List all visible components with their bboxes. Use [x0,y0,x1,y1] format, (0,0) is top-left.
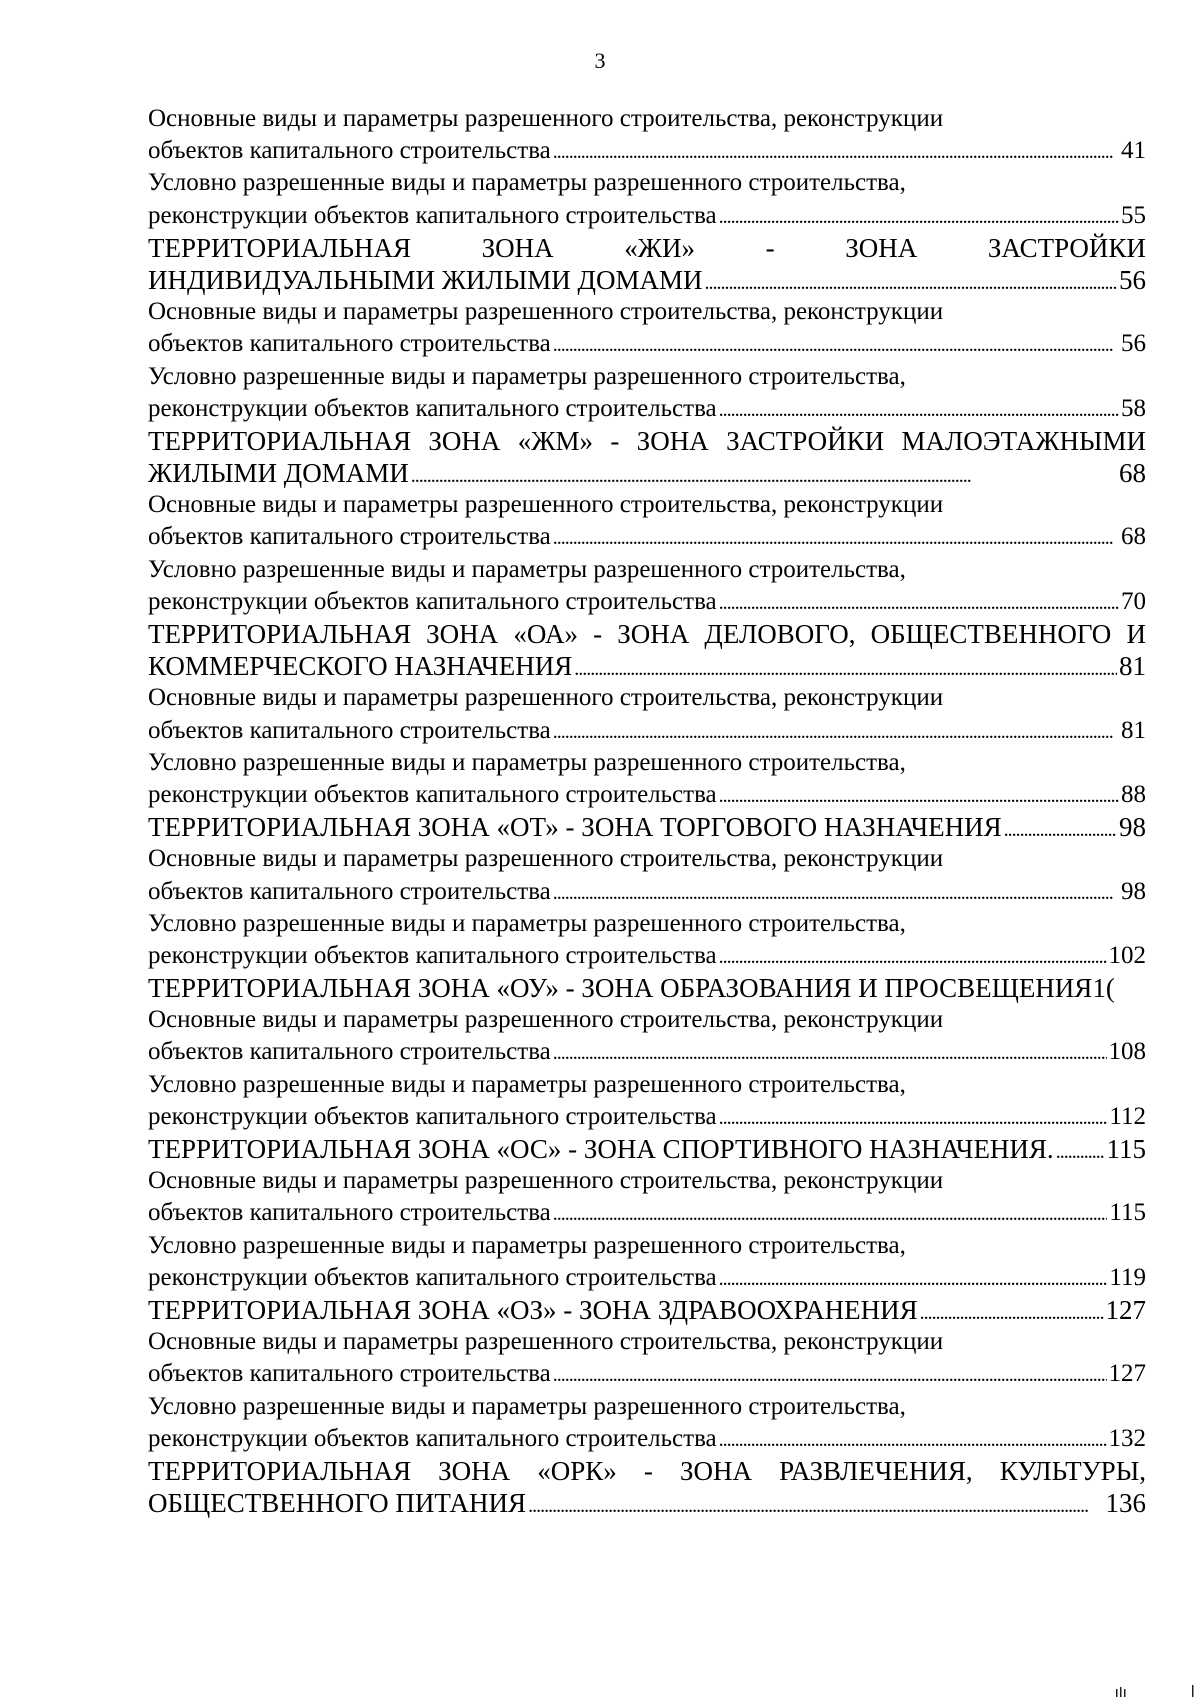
toc-entry-last-line [148,200,1146,232]
toc-entry-title-end: реконструкции объектов капитального строительства [148,587,717,615]
dot-leader [574,650,1117,682]
toc-entry-title-line: Условно разрешенные виды и параметры разрешенного строительства, [148,1070,906,1098]
toc-page-number: 68 [1119,458,1146,489]
toc-entry-last-line [148,1197,1146,1229]
toc-entry-title-end: реконструкции объектов капитального строительства [148,201,717,229]
page-number: 3 [594,48,606,73]
toc-zone-title-line [148,232,1146,264]
toc-entry-title-end: реконструкции объектов капитального строительства [148,941,717,969]
toc-page-number: 127 [1105,1294,1146,1325]
toc-page-number: 127 [1108,1360,1146,1388]
toc-entry-title-line: Условно разрешенные виды и параметры разрешенного строительства, [148,362,906,390]
toc-entry-title-line: Основные виды и параметры разрешенного строительства, реконструкции [148,1167,944,1195]
toc-page-number: 68 [1121,523,1146,551]
toc-zone-title-word: - [643,1455,653,1486]
toc-zone-title-word: ЗОНА [845,232,918,263]
toc-zone-title-word: ТЕРРИТОРИАЛЬНАЯ [148,232,411,263]
toc-entry-title-end: ТЕРРИТОРИАЛЬНАЯ ЗОНА «ОУ» - ЗОНА ОБРАЗОВАНИЯ И ПРОСВЕЩЕНИЯ [148,973,1093,1004]
toc-entry-title-line: Условно разрешенные виды и параметры разрешенного строительства, [148,555,906,583]
toc-entry-title-line: Основные виды и параметры разрешенного строительства, реконструкции [148,298,944,326]
dot-leader [528,1487,1103,1519]
toc-zone-entry [148,1294,1146,1326]
toc-subentry [148,843,1146,907]
toc-entry-title-line: Основные виды и параметры разрешенного строительства, реконструкции [148,1006,944,1034]
toc-entry-last-line [148,1358,1146,1390]
toc-zone-title-word: - [610,425,620,456]
toc-entry-title-line: Условно разрешенные виды и параметры разрешенного строительства, [148,169,906,197]
toc-entry-title-line: Основные виды и параметры разрешенного строительства, реконструкции [148,1328,944,1356]
dot-leader [553,715,1119,747]
dot-leader [704,264,1117,296]
dot-leader [553,521,1119,553]
toc-zone-entry [148,232,1146,296]
toc-page-number: 1( [1092,973,1115,1004]
toc-zone-title-word: «ОРК» [537,1455,617,1486]
toc-zone-title-word: КУЛЬТУРЫ, [999,1455,1146,1486]
toc-page-number: 108 [1108,1038,1146,1066]
toc-zone-title-word: ЗОНА [636,425,709,456]
dot-leader [719,393,1119,425]
toc-entry-title-end: реконструкции объектов капитального строительства [148,780,717,808]
dot-leader [920,1294,1104,1326]
dot-leader [719,779,1119,811]
toc-zone-title-word: ДЕЛОВОГО, [704,619,856,649]
toc-zone-title-word: ЗАСТРОЙКИ [726,425,885,456]
toc-page-number: 41 [1121,137,1146,165]
toc-subentry [148,296,1146,360]
toc-entry-last-line [148,264,1146,296]
dot-leader [553,135,1119,167]
toc-entry-title-end: ТЕРРИТОРИАЛЬНАЯ ЗОНА «ОС» - ЗОНА СПОРТИВНОГО НАЗНАЧЕНИЯ. [148,1134,1054,1164]
toc-page-number: 55 [1121,201,1146,229]
dot-leader [553,1197,1108,1229]
toc-zone-entry [148,425,1146,489]
toc-page-number: 56 [1121,330,1146,358]
dot-leader [553,1358,1107,1390]
dot-leader [411,457,1117,489]
toc-zone-title-word: ЗОНА [680,1455,753,1486]
toc-entry-last-line [148,586,1146,618]
dot-leader [719,586,1119,618]
toc-entry-title-end: ИНДИВИДУАЛЬНЫМИ ЖИЛЫМИ ДОМАМИ [148,264,703,295]
toc-entry-title-end: объектов капитального строительства [148,330,551,358]
dot-leader [719,940,1107,972]
toc-entry-last-line [148,328,1146,360]
toc-entry-title-end: реконструкции объектов капитального строительства [148,1424,717,1452]
toc-entry-title-end: объектов капитального строительства [148,137,551,165]
dot-leader [719,1101,1108,1133]
toc-subentry [148,361,1146,425]
toc-subentry [148,1004,1146,1068]
toc-entry-last-line [148,1294,1146,1326]
toc-page-number: 81 [1121,716,1146,744]
toc-entry-title-line: Условно разрешенные виды и параметры разрешенного строительства, [148,909,906,937]
toc-zone-entry [148,1455,1146,1519]
toc-zone-entry [148,972,1146,1004]
toc-entry-last-line [148,811,1146,843]
toc-subentry [148,908,1146,972]
table-of-contents [148,103,1146,1519]
toc-subentry [148,103,1146,167]
toc-zone-title-word: ЗОНА [426,619,499,649]
dot-leader [553,328,1119,360]
toc-zone-title-word: ЗАСТРОЙКИ [987,232,1146,263]
toc-subentry [148,1391,1146,1455]
scan-edge-marks [1100,1677,1200,1697]
dot-leader [719,1262,1108,1294]
toc-zone-title-word: ЗОНА [428,425,501,456]
toc-zone-title-word: «ЖМ» [517,425,593,456]
toc-entry-last-line [148,1262,1146,1294]
toc-zone-title-word: ТЕРРИТОРИАЛЬНАЯ [148,619,411,649]
toc-page-number: 136 [1105,1488,1146,1519]
toc-subentry [148,167,1146,231]
toc-zone-title-word: МАЛОЭТАЖНЫМИ [901,425,1146,456]
toc-entry-title-line: Основные виды и параметры разрешенного строительства, реконструкции [148,491,944,519]
toc-zone-title-line [148,1455,1146,1487]
toc-entry-title-end: объектов капитального строительства [148,523,551,551]
toc-zone-title-word: ЗОНА [438,1455,511,1486]
toc-page-number: 112 [1109,1102,1146,1130]
toc-zone-title-word: - [765,232,775,263]
toc-page-number: 98 [1119,812,1146,843]
toc-entry-last-line [148,779,1146,811]
toc-entry-last-line [148,1423,1146,1455]
toc-entry-last-line [148,876,1146,908]
toc-entry-title-line: Условно разрешенные виды и параметры разрешенного строительства, [148,1392,906,1420]
toc-page-number: 88 [1121,780,1146,808]
dot-leader [1056,1133,1105,1165]
toc-entry-last-line [148,1133,1146,1165]
toc-zone-entry [148,1133,1146,1165]
dot-leader [553,876,1119,908]
toc-subentry [148,1230,1146,1294]
toc-entry-last-line [148,715,1146,747]
toc-entry-title-end: объектов капитального строительства [148,1360,551,1388]
dot-leader [719,1423,1107,1455]
toc-entry-title-line: Основные виды и параметры разрешенного строительства, реконструкции [148,105,944,132]
toc-zone-title-word: - [593,619,603,649]
toc-subentry [148,1165,1146,1229]
toc-entry-last-line [148,940,1146,972]
toc-zone-title-word: ЗОНА [481,232,554,263]
toc-entry-last-line [148,1101,1146,1133]
toc-entry-last-line [148,135,1146,167]
dot-leader [719,200,1119,232]
toc-subentry [148,1069,1146,1133]
toc-page-number: 56 [1119,264,1146,295]
toc-subentry [148,1326,1146,1390]
toc-zone-entry [148,618,1146,682]
toc-entry-title-end: КОММЕРЧЕСКОГО НАЗНАЧЕНИЯ [148,651,573,682]
toc-zone-entry [148,811,1146,843]
toc-page-number: 98 [1121,877,1146,905]
toc-entry-title-end: реконструкции объектов капитального строительства [148,1102,717,1130]
toc-page-number: 115 [1106,1134,1146,1164]
toc-entry-title-end: реконструкции объектов капитального строительства [148,1263,717,1291]
toc-zone-title-word: РАЗВЛЕЧЕНИЯ, [779,1455,973,1486]
toc-entry-last-line [148,457,1146,489]
toc-page-number: 119 [1109,1263,1146,1291]
toc-zone-title-word: ТЕРРИТОРИАЛЬНАЯ [148,1455,411,1486]
toc-entry-last-line [148,393,1146,425]
toc-subentry [148,554,1146,618]
toc-entry-title-line: Основные виды и параметры разрешенного строительства, реконструкции [148,845,944,873]
toc-entry-title-end: объектов капитального строительства [148,877,551,905]
toc-zone-title-word: «ОА» [513,619,578,649]
toc-entry-title-line: Условно разрешенные виды и параметры разрешенного строительства, [148,748,906,776]
toc-entry-last-line [148,1487,1146,1519]
toc-zone-title-word: ЗОНА [617,619,690,649]
toc-page-number: 102 [1108,941,1146,969]
toc-zone-title-word: ТЕРРИТОРИАЛЬНАЯ [148,425,411,456]
toc-subentry [148,682,1146,746]
toc-zone-title-word: «ЖИ» [624,232,695,263]
toc-entry-last-line [148,972,1146,1004]
toc-entry-title-end: реконструкции объектов капитального строительства [148,394,717,422]
toc-page-number: 58 [1121,394,1146,422]
toc-entry-last-line [148,1036,1146,1068]
toc-zone-title-word: И [1126,619,1146,649]
toc-page-number: 132 [1108,1424,1146,1452]
dot-leader [553,1036,1107,1068]
toc-entry-title-line: Основные виды и параметры разрешенного строительства, реконструкции [148,684,944,712]
toc-zone-title-line [148,425,1146,457]
toc-subentry [148,489,1146,553]
toc-entry-last-line [148,650,1146,682]
toc-entry-title-end: ЖИЛЫМИ ДОМАМИ [148,458,409,489]
toc-subentry [148,747,1146,811]
toc-entry-title-end: ТЕРРИТОРИАЛЬНАЯ ЗОНА «ОТ» - ЗОНА ТОРГОВОГО НАЗНАЧЕНИЯ [148,812,1002,843]
toc-entry-title-end: объектов капитального строительства [148,1199,551,1227]
toc-entry-title-end: ТЕРРИТОРИАЛЬНАЯ ЗОНА «ОЗ» - ЗОНА ЗДРАВООХРАНЕНИЯ [148,1294,918,1325]
toc-page-number: 115 [1109,1199,1146,1227]
toc-zone-title-line [148,618,1146,650]
toc-entry-last-line [148,521,1146,553]
toc-entry-title-end: объектов капитального строительства [148,716,551,744]
toc-entry-title-end: объектов капитального строительства [148,1038,551,1066]
toc-page-number: 81 [1119,651,1146,682]
toc-entry-title-end: ОБЩЕСТВЕННОГО ПИТАНИЯ [148,1488,527,1519]
toc-entry-title-line: Условно разрешенные виды и параметры разрешенного строительства, [148,1231,906,1259]
toc-page-number: 70 [1121,587,1146,615]
toc-zone-title-word: ОБЩЕСТВЕННОГО [870,619,1112,649]
dot-leader [1004,811,1117,843]
